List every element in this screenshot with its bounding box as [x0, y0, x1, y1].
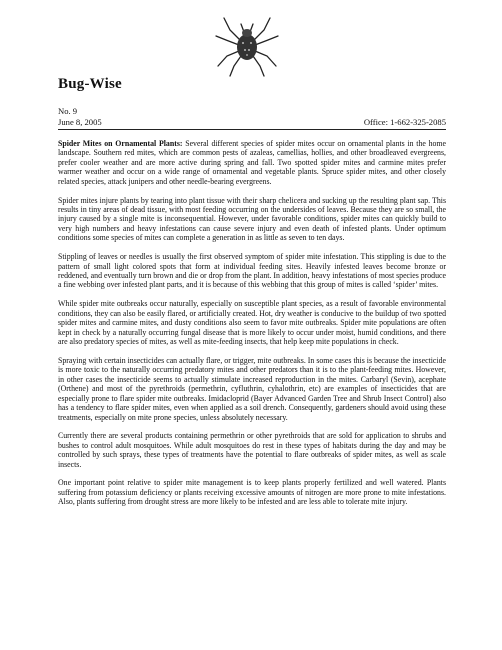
issue-info	[58, 106, 446, 127]
newsletter-title: Bug-Wise	[58, 76, 122, 92]
paragraph	[58, 252, 446, 290]
paragraph-text: Stippling of leaves or needles is usually the first observed symptom of spider mite infestation. This stippling is due to the pattern of small light colored spots that form at individual feeding sites. Heavily infested leaves become bronze or reddened, and eventually turn brown and die or drop from the plant. In addition, heavy infestations of most species produce a fine webbing over infested plant parts, and it is because of this webbing that this group of mites is called ‘spider’ mites.	[58, 252, 446, 290]
paragraph-text: Currently there are several products containing permethrin or other pyrethroids that are sold for application to shrubs and bushes to control adult mosquitoes. While adult mosquitoes do rest in these types of habitats during the day and may be controlled by such sprays, these types of treatments have the potential to flare outbreaks of spider mites, as well as scale insects.	[58, 431, 446, 469]
paragraph	[58, 139, 446, 186]
office-phone: Office: 1-662-325-2085	[363, 116, 446, 127]
paragraph	[58, 196, 446, 243]
spider-mite-icon	[212, 14, 282, 80]
paragraph-text: Spraying with certain insecticides can actually flare, or trigger, mite outbreaks. In some cases this is because the insecticide is more toxic to the naturally occurring predatory mites and other predators than it is to the plant-feeding mites. However, in other cases the insecticide seems to actually stimulate increased reproduction in the mites. Carbaryl (Sevin), acephate (Orthene) and most of the pyrethroids (permethrin, cyfluthrin, cyhalothrin, etc) are examples of insecticides that are especially prone to flare spider mite outbreaks. Imidacloprid (Bayer Advanced Garden Tree and Shrub Insect Control) also has a tendency to flare spider mites, even when applied as a soil drench. Consequently, gardeners should avoid using these treatments, especially on mite prone species, unless absolutely necessary.	[58, 355, 446, 422]
paragraph	[58, 356, 446, 422]
issue-number: No. 9	[58, 106, 78, 116]
paragraph	[58, 299, 446, 346]
paragraph-text: Spider mites injure plants by tearing into plant tissue with their sharp chelicera and sucking up the resulting plant sap. This results in tiny areas of dead tissue, with most feeding occurring on the undersides of leaves. Because they are so small, the injury caused by a single mite is inconsequential. However, under favorable conditions, spider mites can quickly build to very high numbers and heavy infestations can cause severe injury and even death of infested plants. Under optimum conditions some species of mites can complete a generation in as little as seven to ten days.	[58, 195, 446, 243]
paragraph-heading: Spider Mites on Ornamental Plants:	[58, 139, 183, 148]
paragraph-text: One important point relative to spider mite management is to keep plants properly fertilized and well watered. Plants suffering from potassium deficiency or plants receiving excessive amounts of nitrogen are more prone to mite infestations. Also, plants suffering from drought stress are more likely to be infested and are less able to tolerate mite injury.	[58, 478, 446, 507]
paragraph	[58, 431, 446, 469]
issue-date: June 8, 2005	[58, 116, 102, 127]
date-office-row	[58, 117, 446, 128]
header-divider	[58, 129, 446, 130]
paragraph	[58, 478, 446, 506]
paragraph-text: While spider mite outbreaks occur naturally, especially on susceptible plant species, as a result of favorable environmental conditions, they can also be easily flared, or artificially created. Hot, dry weather is conducive to the buildup of two spotted spider mites and carmine mites, and dusty conditions also seem to favor mite outbreaks. Spider mite populations are often kept in check by a naturally occurring fungal disease that is more likely to occur under moist, humid conditions, and there are also predatory species of mites, as well as mite-feeding insects, that help keep mite populations in check.	[58, 299, 446, 347]
paragraph-text: Several different species of spider mites occur on ornamental plants in the home landscape. Southern red mites, which are common pests of azaleas, camellias, hollies, and other broadleaved evergreens, prefer cooler weather and are more active during spring and fall. Two spotted spider mites and carmine mites prefer warmer weather and occur on a wide range of ornamental and vegetable plants. Spruce spider mites, and other closely related species, attack junipers and other needle-bearing evergreens.	[58, 139, 446, 186]
article-body	[58, 139, 446, 516]
